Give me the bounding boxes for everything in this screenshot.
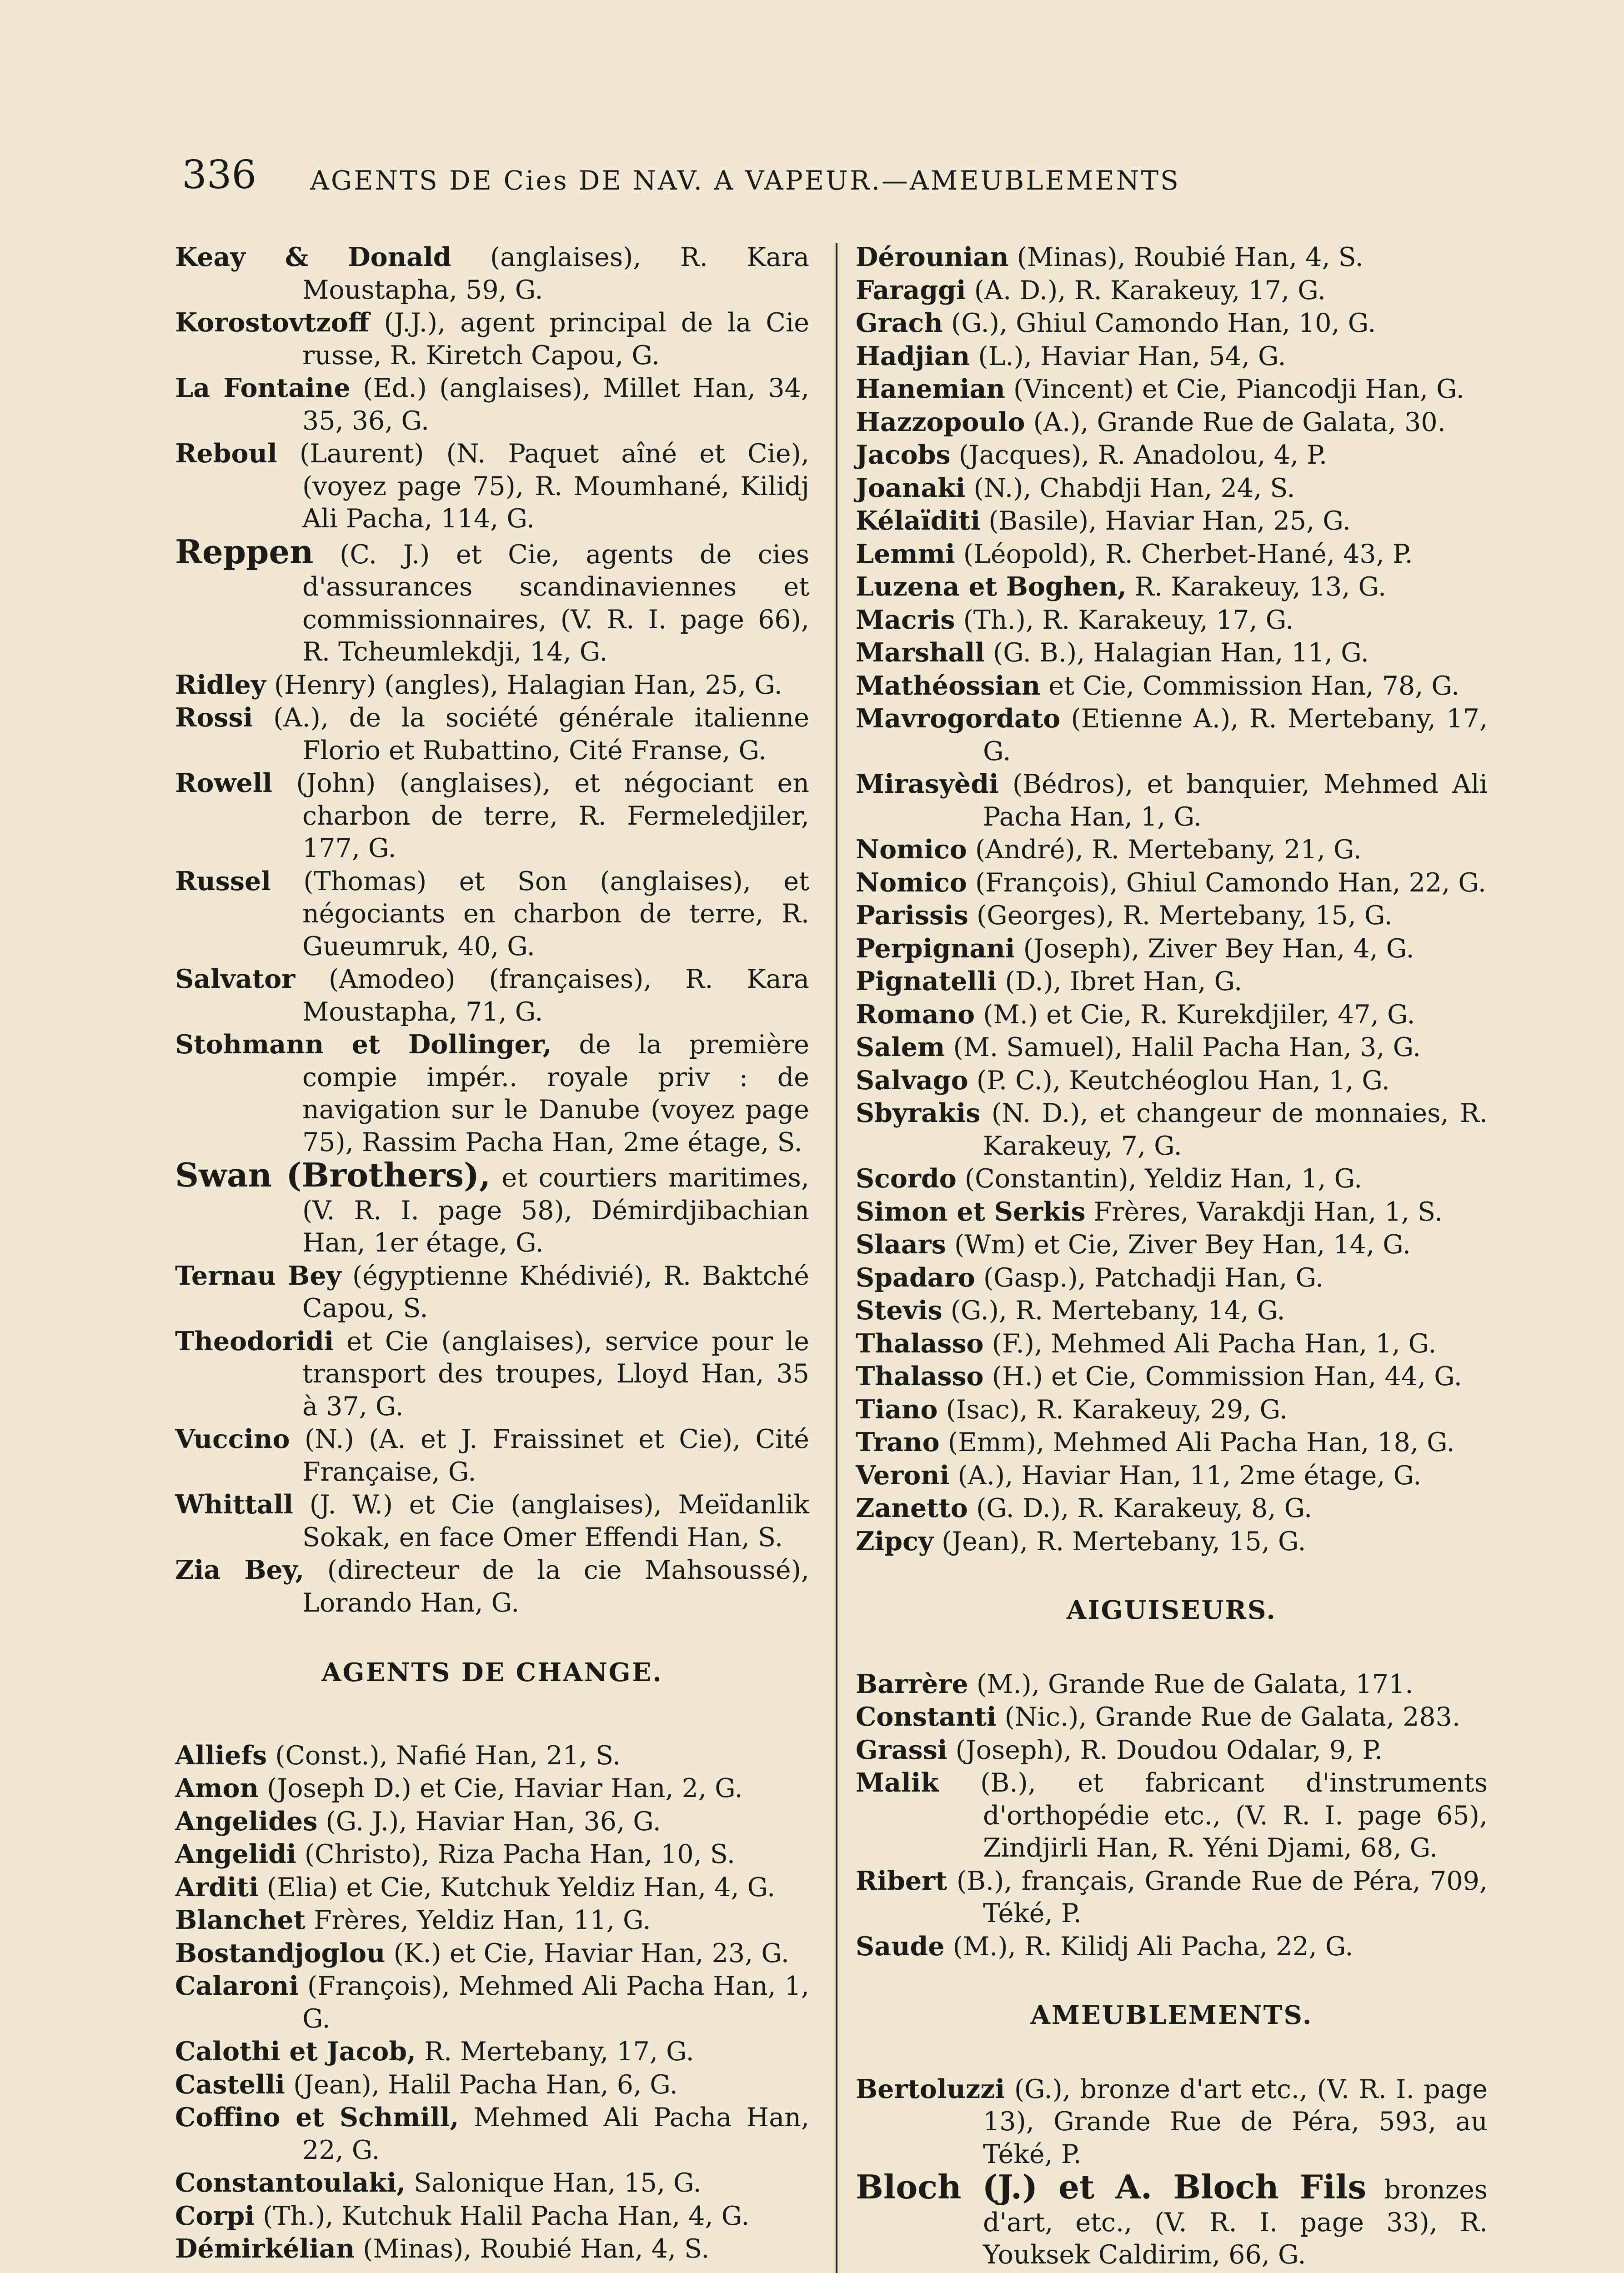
directory-entry: Calaroni (François), Mehmed Ali Pacha Han, 1, G.	[175, 1971, 809, 2034]
directory-entry: Zia Bey, (directeur de la cie Mahsoussé), Lorando Han, G.	[175, 1555, 809, 1618]
directory-entry: Stevis (G.), R. Mertebany, 14, G.	[856, 1295, 1285, 1326]
section-title-aiguiseurs: AIGUISEURS.	[1067, 1595, 1277, 1625]
directory-entry: Castelli (Jean), Halil Pacha Han, 6, G.	[175, 2069, 678, 2100]
directory-entry: Perpignani (Joseph), Ziver Bey Han, 4, G.	[856, 933, 1414, 964]
directory-entry: Mavrogordato (Etienne A.), R. Mertebany, 17, G.	[856, 703, 1488, 766]
directory-entry: Corpi (Th.), Kutchuk Halil Pacha Han, 4, G.	[175, 2200, 750, 2231]
directory-entry: Hanemian (Vincent) et Cie, Piancodji Han, G.	[856, 374, 1464, 404]
directory-entry: Lemmi (Léopold), R. Cherbet-Hané, 43, P.	[856, 538, 1413, 569]
directory-entry: Whittall (J. W.) et Cie (anglaises), Meïdanlik Sokak, en face Omer Effendi Han, S.	[175, 1489, 810, 1552]
directory-entry: Parissis (Georges), R. Mertebany, 15, G.	[856, 900, 1393, 931]
directory-entry: Russel (Thomas) et Son (anglaises), et négociants en charbon de terre, R. Gueumruk, 40, G.	[175, 866, 809, 961]
section-title-agents-de-change: AGENTS DE CHANGE.	[321, 1657, 663, 1687]
directory-entry: Salvator (Amodeo) (françaises), R. Kara Moustapha, 71, G.	[175, 964, 809, 1027]
directory-entry: Trano (Emm), Mehmed Ali Pacha Han, 18, G.	[856, 1427, 1455, 1457]
directory-entry: Faraggi (A. D.), R. Karakeuy, 17, G.	[856, 275, 1326, 305]
column-divider	[836, 243, 837, 2273]
directory-entry: Reppen (C. J.) et Cie, agents de cies d'assurances scandinaviennes et commissionnaires, (V. R. I. page 66), R. Tcheumlekdji, 14, G.	[175, 532, 809, 667]
directory-entry: Macris (Th.), R. Karakeuy, 17, G.	[856, 604, 1294, 635]
page-header	[178, 152, 1451, 202]
directory-entry: Keay & Donald (anglaises), R. Kara Moustapha, 59, G.	[175, 242, 809, 305]
right-column	[856, 241, 1488, 2272]
directory-entry: Hazzopoulo (A.), Grande Rue de Galata, 30.	[856, 406, 1446, 437]
directory-entry: Calothi et Jacob, R. Mertebany, 17, G.	[175, 2036, 694, 2067]
directory-entry: Arditi (Elia) et Cie, Kutchuk Yeldiz Han, 4, G.	[175, 1872, 776, 1903]
directory-entry: Thalasso (F.), Mehmed Ali Pacha Han, 1, G.	[856, 1328, 1437, 1359]
directory-entry: Luzena et Boghen, R. Karakeuy, 13, G.	[856, 571, 1387, 602]
directory-entry: Amon (Joseph D.) et Cie, Haviar Han, 2, G.	[175, 1773, 743, 1803]
directory-entry: Rossi (A.), de la société générale italienne Florio et Rubattino, Cité Fransе, G.	[175, 702, 809, 766]
section-title-ameublements: AMEUBLEMENTS.	[1030, 2000, 1313, 2030]
directory-entry: Salvago (P. C.), Keutchéoglou Han, 1, G.	[856, 1065, 1390, 1096]
directory-entry: Rowell (John) (anglaises), et négociant en charbon de terre, R. Fermeledjiler, 177, G.	[175, 768, 809, 863]
directory-entry: Salem (M. Samuel), Halil Pacha Han, 3, G.	[856, 1032, 1421, 1062]
directory-entry: La Fontaine (Ed.) (anglaises), Millet Han, 34, 35, 36, G.	[175, 373, 809, 436]
directory-entry: Jacobs (Jacques), R. Anadolou, 4, P.	[856, 440, 1328, 470]
directory-entry: Slaars (Wm) et Cie, Ziver Bey Han, 14, G.	[856, 1229, 1411, 1260]
directory-entry: Blanchet Frères, Yeldiz Han, 11, G.	[175, 1905, 651, 1935]
directory-entry: Zipcy (Jean), R. Mertebany, 15, G.	[856, 1526, 1306, 1557]
directory-entry: Angelidi (Christo), Riza Pacha Han, 10, S.	[175, 1839, 736, 1869]
directory-entry: Grach (G.), Ghiul Camondo Han, 10, G.	[856, 308, 1376, 338]
directory-entry: Constantoulaki, Salonique Han, 15, G.	[175, 2168, 702, 2198]
directory-entry: Bloch (J.) et A. Bloch Fils bronzes d'art, etc., (V. R. I. page 33), R. Youksek Caldirim, 66, G.	[856, 2168, 1488, 2270]
directory-entry: Grassi (Joseph), R. Doudou Odalar, 9, P.	[856, 1734, 1383, 1765]
directory-entry: Coffino et Schmill, Mehmed Ali Pacha Han, 22, G.	[175, 2102, 810, 2165]
directory-entry: Ribert (B.), français, Grande Rue de Péra, 709, Téké, P.	[856, 1865, 1488, 1928]
directory-entry: Barrère (M.), Grande Rue de Galata, 171.	[856, 1668, 1413, 1699]
directory-entry: Vuccino (N.) (A. et J. Fraissinet et Cie), Cité Française, G.	[175, 1424, 810, 1487]
directory-entry: Romano (M.) et Cie, R. Kurekdjiler, 47, G.	[856, 999, 1415, 1030]
directory-entry: Tiano (Isac), R. Karakeuy, 29, G.	[856, 1394, 1288, 1425]
directory-entry: Veroni (A.), Haviar Han, 11, 2me étage, G.	[856, 1460, 1422, 1491]
directory-entry: Joanaki (N.), Chabdji Han, 24, S.	[856, 472, 1295, 503]
directory-entry: Simon et Serkis Frères, Varakdji Han, 1, S.	[856, 1196, 1443, 1227]
directory-entry: Reboul (Laurent) (N. Paquet aîné et Cie), (voyez page 75), R. Moumhané, Kilidj Ali Pacha, 114, G.	[175, 438, 809, 534]
directory-entry: Bostandjoglou (K.) et Cie, Haviar Han, 23, G.	[175, 1938, 789, 1968]
directory-entry: Ternau Bey (égyptienne Khédivié), R. Baktché Capou, S.	[175, 1260, 809, 1323]
directory-entry: Korostovtzoff (J.J.), agent principal de la Cie russe, R. Kiretch Capou, G.	[175, 307, 809, 370]
directory-entry: Sbyrakis (N. D.), et changeur de monnaies, R. Karakeuy, 7, G.	[856, 1098, 1488, 1161]
directory-entry: Nomico (François), Ghiul Camondo Han, 22, G.	[856, 867, 1487, 898]
directory-entry: Mirasyèdi (Bédros), et banquier, Mehmed Ali Pacha Han, 1, G.	[856, 769, 1488, 832]
directory-entry: Dérounian (Minas), Roubié Han, 4, S.	[856, 242, 1363, 272]
directory-entry: Saude (M.), R. Kilidj Ali Pacha, 22, G.	[856, 1931, 1353, 1962]
left-column	[175, 241, 809, 2266]
directory-entry: Malik (B.), et fabricant d'instruments d'orthopédie etc., (V. R. I. page 65), Zindjirli Han, R. Yéni Djami, 68, G.	[856, 1767, 1488, 1863]
directory-entry: Mathéossian et Cie, Commission Han, 78, G.	[856, 670, 1460, 701]
directory-entry: Angelides (G. J.), Haviar Han, 36, G.	[175, 1806, 661, 1837]
directory-entry: Bertoluzzi (G.), bronze d'art etc., (V. R. I. page 13), Grande Rue de Péra, 593, au Téké, P.	[856, 2073, 1488, 2169]
directory-entry: Kélaïditi (Basile), Haviar Han, 25, G.	[856, 506, 1351, 536]
directory-entry: Marshall (G. B.), Halagian Han, 11, G.	[856, 637, 1369, 668]
directory-entry: Theodoridi et Cie (anglaises), service pour le transport des troupes, Lloyd Han, 35 à 37, G.	[175, 1326, 809, 1422]
page-number: 336	[182, 152, 257, 198]
directory-entry: Scordo (Constantin), Yeldiz Han, 1, G.	[856, 1163, 1363, 1194]
directory-entry: Pignatelli (D.), Ibret Han, G.	[856, 966, 1243, 996]
directory-entry: Ridley (Henry) (angles), Halagian Han, 25, G.	[175, 669, 782, 700]
directory-entry: Constanti (Nic.), Grande Rue de Galata, 283.	[856, 1702, 1460, 1732]
running-title: AGENTS DE Cies DE NAV. A VAPEUR.—AMEUBLEMENTS	[310, 165, 1180, 196]
directory-entry: Spadaro (Gasp.), Patchadji Han, G.	[856, 1262, 1324, 1293]
directory-entry: Démirkélian (Minas), Roubié Han, 4, S.	[175, 2233, 710, 2264]
directory-entry: Stohmann et Dollinger, de la première compie impér.. royale priv : de navigation sur le Danube (voyez page 75), Rassim Pacha Han, 2me étage, S.	[175, 1029, 809, 1157]
directory-entry: Nomico (André), R. Mertebany, 21, G.	[856, 834, 1362, 865]
directory-entry: Zanetto (G. D.), R. Karakeuy, 8, G.	[856, 1493, 1313, 1523]
directory-entry: Thalasso (H.) et Cie, Commission Han, 44, G.	[856, 1361, 1462, 1392]
directory-entry: Swan (Brothers), et courtiers maritimes, (V. R. I. page 58), Démirdjibachian Han, 1er étage, G.	[175, 1156, 809, 1258]
directory-entry: Alliefs (Const.), Nafié Han, 21, S.	[175, 1740, 621, 1771]
directory-entry: Hadjian (L.), Haviar Han, 54, G.	[856, 340, 1286, 371]
